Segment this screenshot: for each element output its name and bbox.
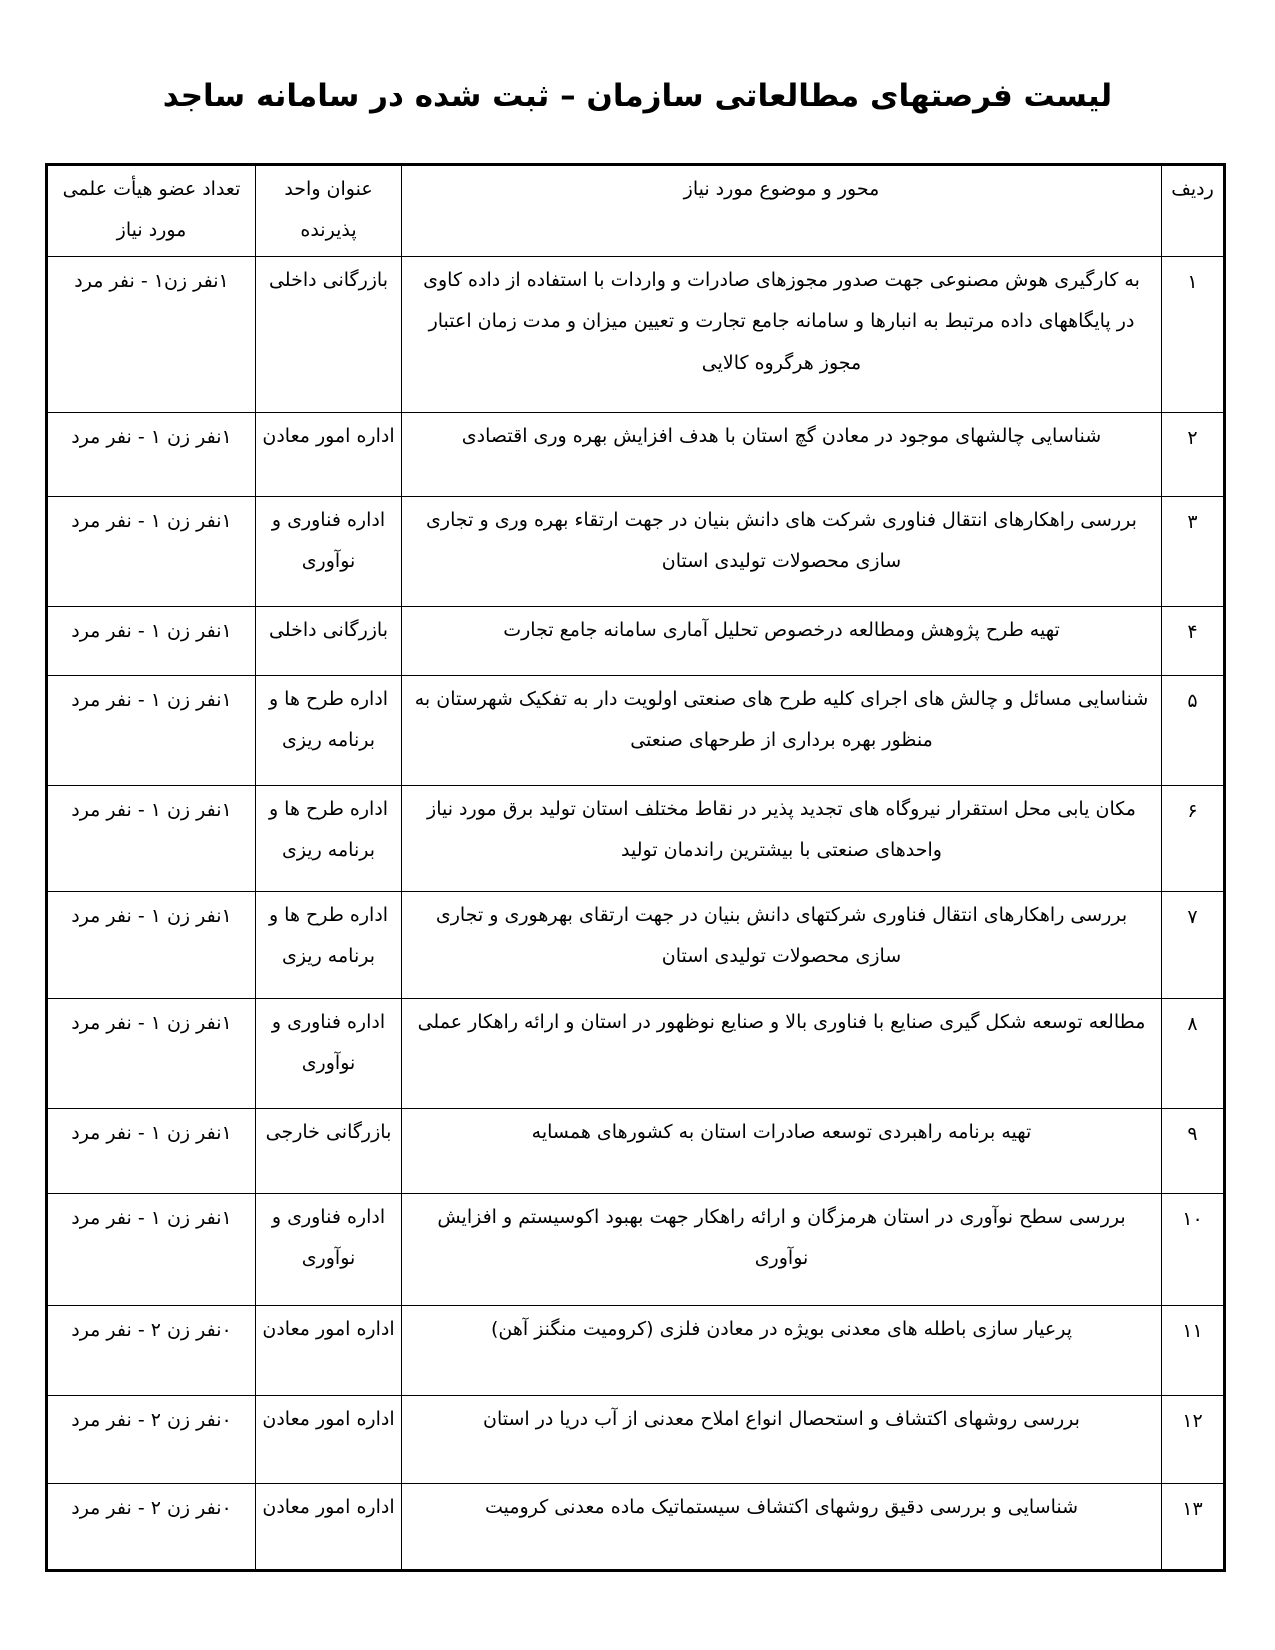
table-row: [47, 1396, 1225, 1484]
table-row: [47, 1194, 1225, 1306]
row-10-subject: بررسی سطح نوآوری در استان هرمزگان و ارائه راهکار جهت بهبود اکوسیستم و افزایش نوآوری: [402, 1194, 1162, 1306]
table-body: [47, 257, 1225, 1571]
table-header: [47, 165, 1225, 257]
row-2-unit: اداره امور معادن: [256, 413, 402, 497]
table-row: [47, 497, 1225, 607]
row-3-subject: بررسی راهکارهای انتقال فناوری شرکت های دانش بنیان در جهت ارتقاء بهره وری و تجاری سازی محصولات تولیدی استان: [402, 497, 1162, 607]
header-unit: عنوان واحد پذیرنده: [256, 165, 402, 257]
row-4-no: ۴: [1162, 607, 1225, 676]
row-12-subject: بررسی روشهای اکتشاف و استحصال انواع املاح معدنی از آب دریا در استان: [402, 1396, 1162, 1484]
row-9-count: ۱نفر زن ۱ - نفر مرد: [47, 1109, 256, 1194]
table-row: [47, 607, 1225, 676]
row-4-unit: بازرگانی داخلی: [256, 607, 402, 676]
row-11-no: ۱۱: [1162, 1306, 1225, 1396]
row-2-no: ۲: [1162, 413, 1225, 497]
row-7-no: ۷: [1162, 892, 1225, 999]
row-11-unit: اداره امور معادن: [256, 1306, 402, 1396]
row-3-unit: اداره فناوری و نوآوری: [256, 497, 402, 607]
row-1-subject: به کارگیری هوش مصنوعی جهت صدور مجوزهای صادرات و واردات با استفاده از داده کاوی در پایگاههای داده مرتبط به انبارها و سامانه جامع تجارت و تعیین میزان و مدت زمان اعتبار مجوز هرگروه کالایی: [402, 257, 1162, 413]
row-7-subject: بررسی راهکارهای انتقال فناوری شرکتهای دانش بنیان در جهت ارتقای بهرهوری و تجاری سازی محصولات تولیدی استان: [402, 892, 1162, 999]
row-13-unit: اداره امور معادن: [256, 1484, 402, 1571]
row-5-no: ۵: [1162, 676, 1225, 786]
row-10-count: ۱نفر زن ۱ - نفر مرد: [47, 1194, 256, 1306]
row-12-no: ۱۲: [1162, 1396, 1225, 1484]
row-5-count: ۱نفر زن ۱ - نفر مرد: [47, 676, 256, 786]
table-row: [47, 786, 1225, 892]
row-3-count: ۱نفر زن ۱ - نفر مرد: [47, 497, 256, 607]
row-1-count: ۱نفر زن۱ - نفر مرد: [47, 257, 256, 413]
row-8-no: ۸: [1162, 999, 1225, 1109]
row-9-unit: بازرگانی خارجی: [256, 1109, 402, 1194]
table-row: [47, 257, 1225, 413]
table-row: [47, 999, 1225, 1109]
row-11-subject: پرعیار سازی باطله های معدنی بویژه در معادن فلزی (کرومیت منگنز آهن): [402, 1306, 1162, 1396]
row-13-no: ۱۳: [1162, 1484, 1225, 1571]
table-row: [47, 1484, 1225, 1571]
row-5-subject: شناسایی مسائل و چالش های اجرای کلیه طرح های صنعتی اولویت دار به تفکیک شهرستان به منظور بهره برداری از طرحهای صنعتی: [402, 676, 1162, 786]
row-1-unit: بازرگانی داخلی: [256, 257, 402, 413]
row-8-unit: اداره فناوری و نوآوری: [256, 999, 402, 1109]
row-9-subject: تهیه برنامه راهبردی توسعه صادرات استان به کشورهای همسایه: [402, 1109, 1162, 1194]
table-row: [47, 413, 1225, 497]
row-10-no: ۱۰: [1162, 1194, 1225, 1306]
row-5-unit: اداره طرح ها و برنامه ریزی: [256, 676, 402, 786]
row-2-subject: شناسایی چالشهای موجود در معادن گچ استان با هدف افزایش بهره وری اقتصادی: [402, 413, 1162, 497]
table-row: [47, 892, 1225, 999]
row-3-no: ۳: [1162, 497, 1225, 607]
row-7-unit: اداره طرح ها و برنامه ریزی: [256, 892, 402, 999]
row-6-no: ۶: [1162, 786, 1225, 892]
row-13-count: ۰نفر زن ۲ - نفر مرد: [47, 1484, 256, 1571]
study-opportunities-table: [45, 163, 1226, 1572]
header-count: تعداد عضو هیأت علمی مورد نیاز: [47, 165, 256, 257]
row-13-subject: شناسایی و بررسی دقیق روشهای اکتشاف سیستماتیک ماده معدنی کرومیت: [402, 1484, 1162, 1571]
row-12-unit: اداره امور معادن: [256, 1396, 402, 1484]
row-7-count: ۱نفر زن ۱ - نفر مرد: [47, 892, 256, 999]
table-row: [47, 1109, 1225, 1194]
row-9-no: ۹: [1162, 1109, 1225, 1194]
header-subject: محور و موضوع مورد نیاز: [402, 165, 1162, 257]
table-header-row: [47, 165, 1225, 257]
row-6-subject: مکان یابی محل استقرار نیروگاه های تجدید پذیر در نقاط مختلف استان تولید برق مورد نیاز واحدهای صنعتی با بیشترین راندمان تولید: [402, 786, 1162, 892]
row-4-count: ۱نفر زن ۱ - نفر مرد: [47, 607, 256, 676]
row-6-count: ۱نفر زن ۱ - نفر مرد: [47, 786, 256, 892]
row-8-subject: مطالعه توسعه شکل گیری صنایع با فناوری بالا و صنایع نوظهور در استان و ارائه راهکار عملی: [402, 999, 1162, 1109]
page-title: لیست فرصتهای مطالعاتی سازمان – ثبت شده در سامانه ساجد: [162, 78, 1113, 114]
row-2-count: ۱نفر زن ۱ - نفر مرد: [47, 413, 256, 497]
row-11-count: ۰نفر زن ۲ - نفر مرد: [47, 1306, 256, 1396]
row-4-subject: تهیه طرح پژوهش ومطالعه درخصوص تحلیل آماری سامانه جامع تجارت: [402, 607, 1162, 676]
table-row: [47, 676, 1225, 786]
row-10-unit: اداره فناوری و نوآوری: [256, 1194, 402, 1306]
table-row: [47, 1306, 1225, 1396]
row-1-no: ۱: [1162, 257, 1225, 413]
row-8-count: ۱نفر زن ۱ - نفر مرد: [47, 999, 256, 1109]
header-row-number: ردیف: [1162, 165, 1225, 257]
row-12-count: ۰نفر زن ۲ - نفر مرد: [47, 1396, 256, 1484]
row-6-unit: اداره طرح ها و برنامه ریزی: [256, 786, 402, 892]
